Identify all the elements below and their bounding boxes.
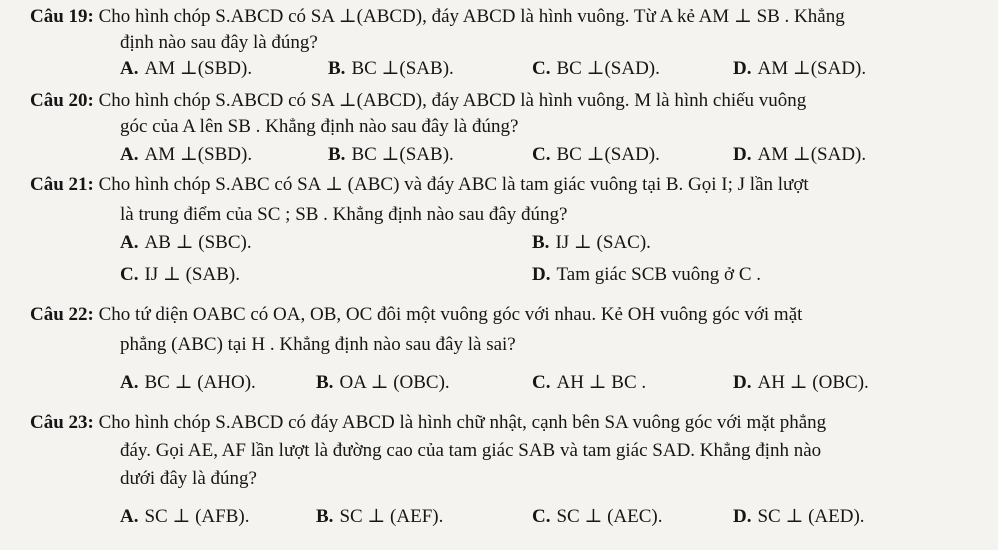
option-b[interactable] [316, 506, 443, 528]
option-letter: D. [733, 372, 752, 393]
option-d[interactable] [733, 372, 869, 394]
option-b[interactable] [328, 58, 454, 80]
option-letter: B. [532, 232, 550, 253]
question-text: Cho hình chóp S.ABCD có SA ⊥(ABCD), đáy ABCD là hình vuông. M là hình chiếu vuông [98, 90, 807, 111]
option-text: BC ⊥(SAB). [351, 58, 454, 79]
question-23-line-3: dưới đây là đúng? [120, 468, 257, 489]
option-letter: B. [328, 144, 346, 165]
option-letter: A. [120, 372, 139, 393]
option-letter: C. [120, 264, 139, 285]
option-text: SC ⊥ (AEC). [556, 506, 663, 527]
option-c[interactable] [532, 506, 663, 528]
option-a[interactable] [120, 58, 252, 80]
option-letter: C. [532, 144, 551, 165]
question-label: Câu 20: [30, 90, 94, 111]
question-22-line-2: phẳng (ABC) tại H . Khẳng định nào sau đây là sai? [120, 334, 516, 355]
question-20-line-1 [30, 90, 806, 112]
option-letter: C. [532, 372, 551, 393]
option-d[interactable] [733, 506, 865, 528]
option-text: AM ⊥(SBD). [144, 144, 253, 165]
option-text: AH ⊥ BC . [556, 372, 647, 393]
question-23-line-2: đáy. Gọi AE, AF lần lượt là đường cao của tam giác SAB và tam giác SAD. Khẳng định nào [120, 440, 822, 461]
option-text: SC ⊥ (AED). [757, 506, 865, 527]
option-b[interactable] [316, 372, 450, 394]
option-a[interactable] [120, 506, 249, 528]
option-letter: D. [733, 144, 752, 165]
question-text: Cho hình chóp S.ABCD có SA ⊥(ABCD), đáy ABCD là hình vuông. Từ A kẻ AM ⊥ SB . Khẳng [98, 6, 845, 27]
option-text: SC ⊥ (AFB). [144, 506, 250, 527]
option-text: OA ⊥ (OBC). [339, 372, 450, 393]
option-text: BC ⊥ (AHO). [144, 372, 256, 393]
question-text: Cho tứ diện OABC có OA, OB, OC đôi một vuông góc với nhau. Kẻ OH vuông góc với mặt [98, 304, 803, 325]
option-b[interactable] [328, 144, 454, 166]
question-label: Câu 22: [30, 304, 94, 325]
option-text: BC ⊥(SAB). [351, 144, 454, 165]
option-letter: B. [328, 58, 346, 79]
option-text: BC ⊥(SAD). [556, 144, 660, 165]
option-letter: B. [316, 372, 334, 393]
option-c[interactable] [532, 58, 660, 80]
option-text: IJ ⊥ (SAC). [555, 232, 651, 253]
option-letter: A. [120, 144, 139, 165]
option-letter: D. [733, 506, 752, 527]
question-20-line-2: góc của A lên SB . Khẳng định nào sau đây là đúng? [120, 116, 519, 137]
option-c[interactable] [120, 264, 240, 286]
option-text: AM ⊥(SAD). [757, 58, 867, 79]
option-letter: A. [120, 506, 139, 527]
option-a[interactable] [120, 372, 256, 394]
question-label: Câu 21: [30, 174, 94, 195]
option-text: IJ ⊥ (SAB). [144, 264, 240, 285]
option-letter: B. [316, 506, 334, 527]
option-text: AM ⊥(SBD). [144, 58, 253, 79]
question-19-line-1 [30, 6, 845, 28]
option-text: BC ⊥(SAD). [556, 58, 660, 79]
option-c[interactable] [532, 144, 660, 166]
option-letter: D. [733, 58, 752, 79]
option-letter: C. [532, 58, 551, 79]
question-23-line-1 [30, 412, 826, 434]
option-a[interactable] [120, 232, 252, 254]
option-d[interactable] [733, 58, 866, 80]
option-letter: C. [532, 506, 551, 527]
option-text: AH ⊥ (OBC). [757, 372, 869, 393]
question-label: Câu 23: [30, 412, 94, 433]
question-21-line-1 [30, 174, 809, 196]
option-d[interactable] [733, 144, 866, 166]
option-text: AB ⊥ (SBC). [144, 232, 252, 253]
option-c[interactable] [532, 372, 646, 394]
option-letter: D. [532, 264, 551, 285]
question-21-line-2: là trung điểm của SC ; SB . Khẳng định nào sau đây đúng? [120, 204, 568, 225]
question-19-line-2: định nào sau đây là đúng? [120, 32, 318, 53]
option-text: Tam giác SCB vuông ở C . [556, 264, 762, 285]
option-text: SC ⊥ (AEF). [339, 506, 444, 527]
question-label: Câu 19: [30, 6, 94, 27]
question-text: Cho hình chóp S.ABCD có đáy ABCD là hình chữ nhật, cạnh bên SA vuông góc với mặt phẳng [98, 412, 827, 433]
option-text: AM ⊥(SAD). [757, 144, 867, 165]
option-b[interactable] [532, 232, 651, 254]
option-d[interactable] [532, 264, 761, 286]
option-letter: A. [120, 232, 139, 253]
question-text: Cho hình chóp S.ABC có SA ⊥ (ABC) và đáy ABC là tam giác vuông tại B. Gọi I; J lần lượt [98, 174, 809, 195]
option-a[interactable] [120, 144, 252, 166]
question-22-line-1 [30, 304, 802, 326]
option-letter: A. [120, 58, 139, 79]
